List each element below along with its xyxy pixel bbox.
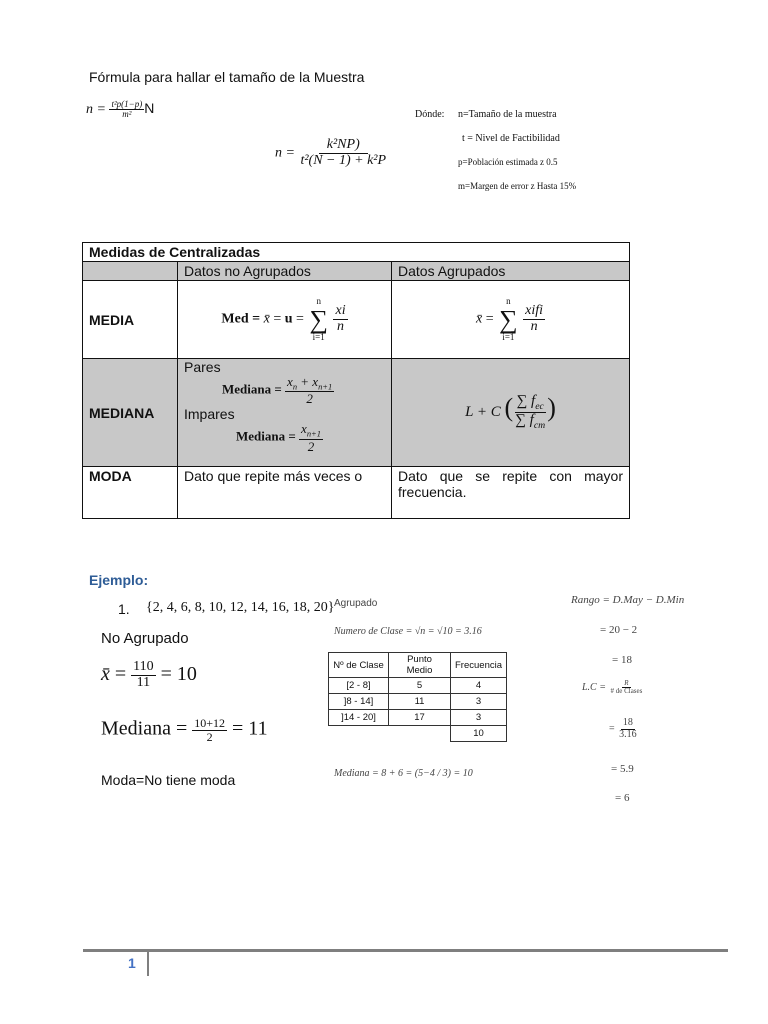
- donde-item-t: t = Nivel de Factibilidad: [462, 133, 560, 144]
- table-row: [329, 678, 507, 694]
- table-row: [329, 694, 507, 710]
- moda-no-agrupados-text: Dato que repite más veces o: [178, 467, 392, 519]
- median-denominator: 2: [206, 729, 213, 744]
- freq-header: Nº de Clase: [329, 653, 389, 678]
- row-label-media: MEDIA: [83, 281, 178, 359]
- frequency-table: [328, 652, 507, 742]
- lc-formula: [582, 680, 644, 696]
- agrupado-title: Agrupado: [334, 598, 378, 609]
- formula-numerator: t²p(1−p): [111, 99, 143, 109]
- mean-formula: x̄ = $\frac{110}{11}$ = 10: [101, 659, 197, 690]
- median-numerator: 10+12: [194, 716, 226, 730]
- rango-line-3: = 18: [612, 654, 632, 666]
- formula-full-numerator: k²NP): [319, 138, 368, 154]
- median-result: = 11: [232, 717, 268, 740]
- freq-cell: 3: [451, 710, 507, 726]
- table-title: Medidas de Centralizadas: [83, 243, 630, 262]
- median-word: Mediana =: [101, 717, 188, 740]
- mean-result: = 10: [160, 662, 197, 685]
- mediana-pares-formula: Mediana = $\frac{x_n + x_{n+1}}{2}$: [222, 374, 333, 407]
- freq-cell: 4: [451, 678, 507, 694]
- formula-suffix: N: [144, 100, 155, 117]
- freq-cell: 11: [389, 694, 451, 710]
- median-formula: [101, 717, 268, 743]
- col-header-agrupados: Datos Agrupados: [392, 262, 630, 281]
- freq-cell: ]14 - 20]: [329, 710, 389, 726]
- freq-cell: [329, 726, 389, 742]
- freq-cell: 3: [451, 694, 507, 710]
- lc-numerator: R: [624, 679, 629, 687]
- rango-line-5: = $\frac{18}{3.16}$: [609, 717, 637, 740]
- sample-size-formula-short: [86, 100, 154, 120]
- freq-cell: 5: [389, 678, 451, 694]
- mediana-agrupados-formula: L + C ( $\frac{\sum f_{ec}}{\sum f_{cm}}$ ): [392, 359, 630, 467]
- mediana-word-impares: Mediana =: [236, 428, 296, 444]
- donde-item-n: n=Tamaño de la muestra: [458, 109, 557, 120]
- col-header-no-agrupados: Datos no Agrupados: [178, 262, 392, 281]
- mediana-word-pares: Mediana =: [222, 381, 282, 397]
- table-row: [329, 726, 507, 742]
- freq-cell: ]8 - 14]: [329, 694, 389, 710]
- sample-size-formula-full: [275, 138, 388, 168]
- ejemplo-title: Ejemplo:: [89, 572, 149, 588]
- formula-full-lhs: n =: [275, 145, 295, 161]
- donde-item-m: m=Margen de error z Hasta 15%: [458, 181, 577, 191]
- table-corner-cell: [83, 262, 178, 281]
- freq-header: Punto Medio: [389, 653, 451, 678]
- page-heading: Fórmula para hallar el tamaño de la Muestra: [89, 69, 365, 85]
- lc-label: L.C =: [582, 682, 606, 694]
- formula-denominator: m²: [122, 109, 132, 120]
- ejemplo-list-number: 1.: [118, 601, 130, 617]
- measures-table: [82, 242, 630, 519]
- line5-denominator: 3.16: [619, 728, 637, 740]
- row-label-moda: MODA: [83, 467, 178, 519]
- table-row: [329, 710, 507, 726]
- lc-denominator: # de Clases: [610, 687, 643, 696]
- donde-label: Dónde:: [415, 109, 445, 120]
- rango-line-7: = 6: [615, 792, 630, 804]
- rango-line-6: = 5.9: [611, 763, 634, 775]
- moda-agrupados-text: Dato que se repite con mayor frecuencia.: [392, 467, 630, 519]
- freq-cell: 10: [451, 726, 507, 742]
- footer-rule: [83, 949, 728, 952]
- media-no-agrupados-formula: Med = x̄ = u = n ∑ i=1 $\frac{xi}{n}$: [178, 281, 392, 359]
- no-agrupado-label: No Agrupado: [101, 630, 189, 647]
- mean-numerator: 110: [133, 659, 154, 674]
- frequency-table-wrapper: [328, 652, 507, 742]
- footer-separator: [147, 952, 149, 976]
- moda-result: Moda=No tiene moda: [101, 772, 236, 788]
- rango-line-2: = 20 − 2: [600, 624, 638, 636]
- row-label-mediana: MEDIANA: [83, 359, 178, 467]
- page-number: 1: [128, 955, 136, 971]
- mean-denominator: 11: [136, 674, 151, 690]
- freq-cell: [389, 726, 451, 742]
- formula-full-denominator: t²(N − 1) + k²P: [300, 152, 387, 168]
- formula-lhs: n =: [86, 102, 106, 118]
- numero-clase-formula: Numero de Clase = √n = √10 = 3.16: [334, 626, 482, 637]
- line5-numerator: 18: [622, 717, 633, 728]
- donde-item-p: p=Población estimada z 0.5: [458, 157, 558, 167]
- freq-cell: [2 - 8]: [329, 678, 389, 694]
- formula-full-fraction: [298, 138, 388, 168]
- mediana-impares-formula: Mediana = $\frac{x_{n+1}}{2}$: [236, 421, 321, 454]
- mediana-agrupado-line: Mediana = 8 + 6 = (5−4 / 3) = 10: [334, 768, 473, 779]
- impares-label: Impares: [184, 406, 235, 423]
- formula-fraction: [109, 100, 144, 120]
- pares-label: Pares: [184, 359, 221, 375]
- measures-table-wrapper: [82, 242, 630, 519]
- ejemplo-data-set: {2, 4, 6, 8, 10, 12, 14, 16, 18, 20}: [146, 600, 335, 615]
- rango-line-1: Rango = D.May − D.Min: [571, 594, 685, 606]
- freq-header: Frecuencia: [451, 653, 507, 678]
- freq-cell: 17: [389, 710, 451, 726]
- mediana-no-agrupados-cell: [178, 359, 392, 467]
- media-agrupados-formula: x̄ = n ∑ i=1 $\frac{\text{xifi}}{n}$: [392, 281, 630, 359]
